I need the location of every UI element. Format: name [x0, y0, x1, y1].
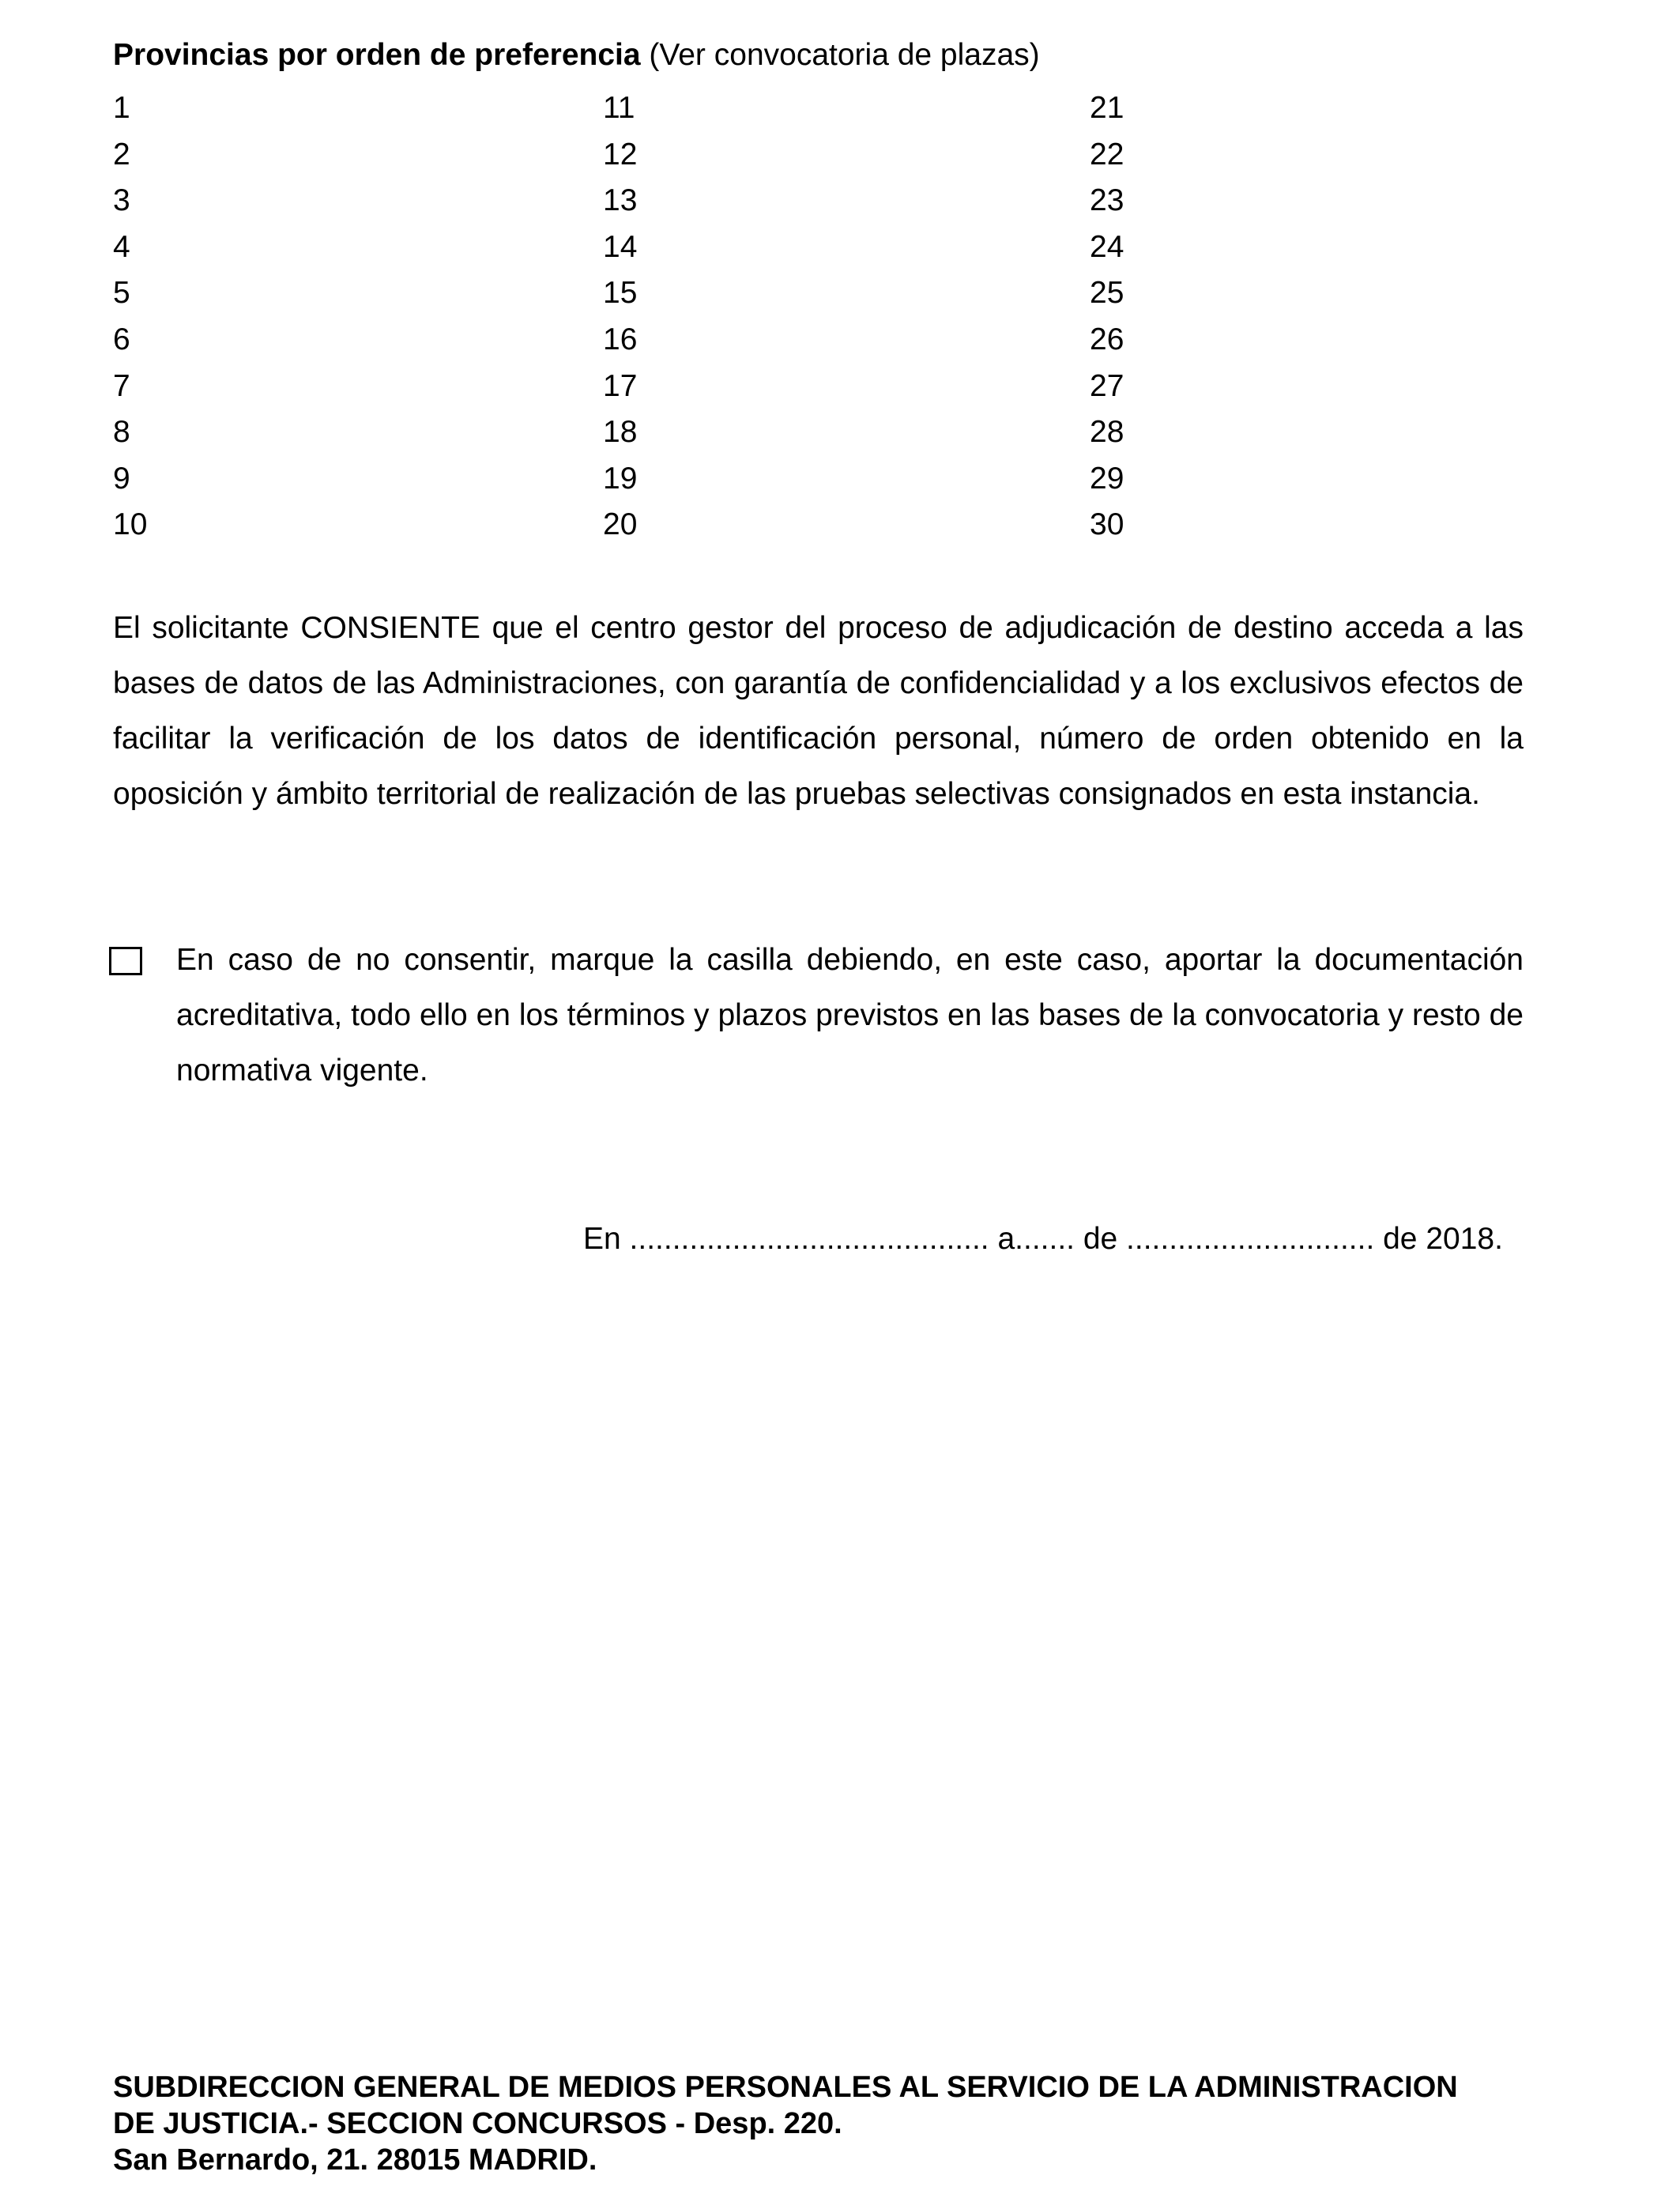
heading-note: (Ver convocatoria de plazas)	[640, 38, 1040, 72]
preference-number: 18	[603, 415, 638, 450]
no-consent-checkbox[interactable]	[109, 947, 142, 975]
preference-number: 10	[113, 507, 148, 542]
preference-number: 26	[1090, 322, 1124, 356]
preference-column-2	[603, 85, 637, 548]
preference-number: 24	[1090, 229, 1124, 264]
footer-line-3: San Bernardo, 21. 28015 MADRID.	[113, 2143, 597, 2177]
preference-column-3	[1090, 85, 1124, 548]
preference-number: 19	[603, 461, 638, 496]
preference-number: 11	[603, 91, 635, 125]
place-date-line: En .......................................... a....... de ............................. de 2018.	[583, 1222, 1503, 1256]
preference-number: 25	[1090, 276, 1124, 311]
preference-number: 17	[603, 368, 638, 403]
preference-number: 3	[113, 183, 130, 218]
section-heading	[113, 35, 1040, 76]
preference-number: 4	[113, 229, 130, 264]
preference-number: 13	[603, 183, 638, 218]
preference-number: 2	[113, 137, 130, 172]
preference-column-1	[113, 85, 147, 548]
footer-line-1: SUBDIRECCION GENERAL DE MEDIOS PERSONALES AL SERVICIO DE LA ADMINISTRACION	[113, 2071, 1458, 2104]
preference-number: 30	[1090, 507, 1124, 542]
preference-number: 9	[113, 461, 130, 496]
preference-number: 15	[603, 276, 638, 311]
preference-number: 14	[603, 229, 638, 264]
preference-number: 7	[113, 368, 130, 403]
preference-number: 16	[603, 322, 638, 356]
consent-paragraph: El solicitante CONSIENTE que el centro gestor del proceso de adjudicación de destino acceda a las bases de datos de las Administraciones, con garantía de confidencialidad y a los exclusivos efectos de facilitar la verificación de los datos de identificación personal, número de orden obtenido en la oposición y ámbito territorial de realización de las pruebas selectivas consignados en esta instancia.	[113, 611, 1524, 811]
preference-number: 1	[113, 91, 130, 125]
preference-number: 28	[1090, 415, 1124, 450]
preference-number: 20	[603, 507, 638, 542]
preference-number: 22	[1090, 137, 1124, 172]
province-preference-list	[113, 85, 1188, 552]
office-address-footer	[113, 2069, 1583, 2178]
preference-number: 6	[113, 322, 130, 356]
preference-number: 5	[113, 276, 130, 311]
heading-bold: Provincias por orden de preferencia	[113, 38, 641, 72]
preference-number: 29	[1090, 461, 1124, 496]
preference-number: 23	[1090, 183, 1124, 218]
no-consent-text: En caso de no consentir, marque la casilla debiendo, en este caso, aportar la documentación acreditativa, todo ello en los términos y plazos previstos en las bases de la convocatoria y resto de normativa vigente.	[176, 943, 1524, 1088]
preference-number: 21	[1090, 91, 1124, 125]
preference-number: 12	[603, 137, 638, 172]
footer-line-2: DE JUSTICIA.- SECCION CONCURSOS - Desp. 220.	[113, 2107, 842, 2140]
preference-number: 27	[1090, 368, 1124, 403]
preference-number: 8	[113, 415, 130, 450]
